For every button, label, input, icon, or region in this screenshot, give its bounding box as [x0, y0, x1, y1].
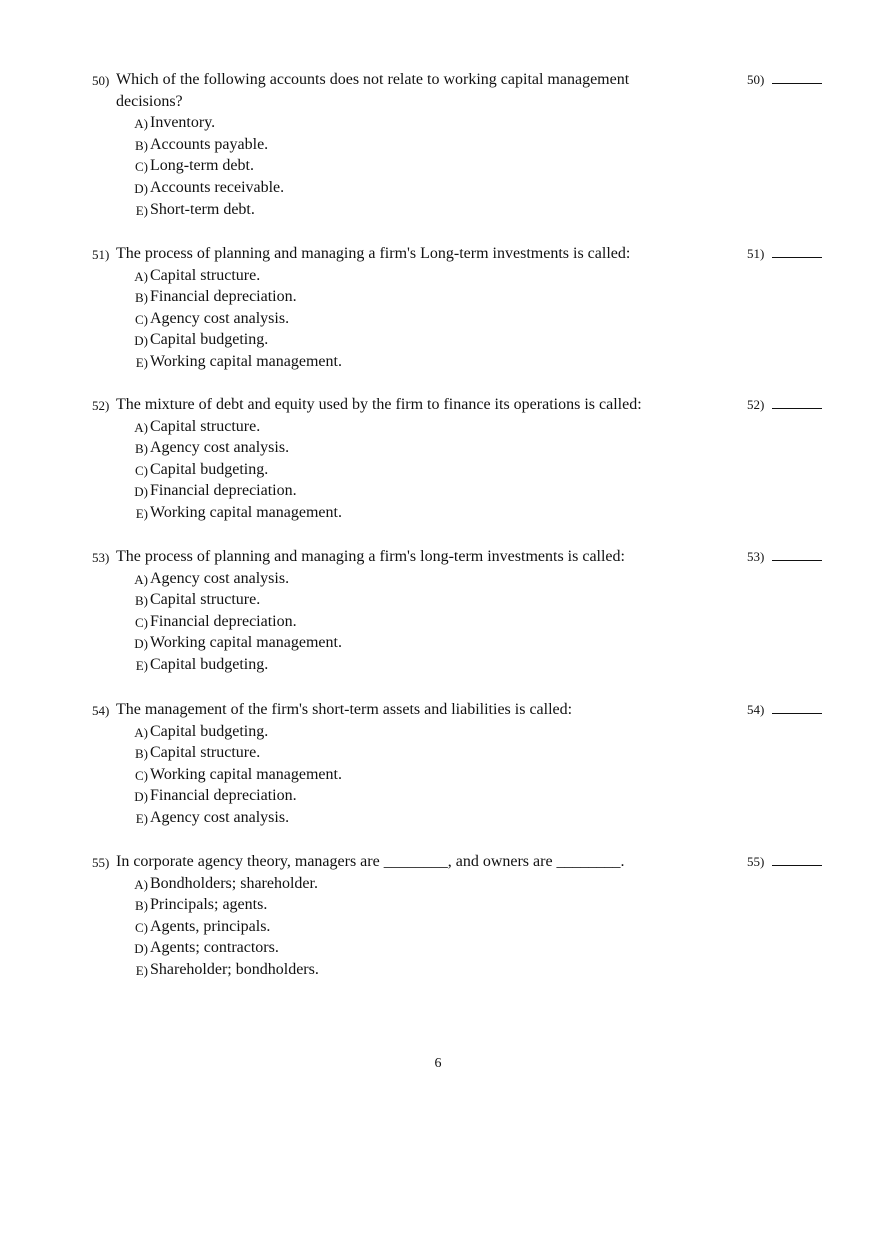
- option-letter: B): [135, 441, 148, 457]
- page-number: 6: [434, 1056, 442, 1071]
- option-a[interactable]: [92, 721, 837, 743]
- answer-blank[interactable]: [747, 546, 822, 568]
- option-letter: A): [134, 116, 148, 132]
- option-e[interactable]: [92, 959, 837, 981]
- option-b[interactable]: [92, 437, 837, 459]
- option-b[interactable]: [92, 134, 837, 156]
- question-number: 50): [92, 73, 110, 88]
- question-number: 53): [92, 550, 110, 565]
- option-text: Agents, principals.: [150, 917, 271, 935]
- question-stem: [92, 699, 696, 721]
- option-text: Shareholder; bondholders.: [150, 960, 319, 978]
- option-letter: A): [134, 571, 148, 587]
- option-e[interactable]: [92, 807, 837, 829]
- option-text: Capital budgeting.: [150, 655, 269, 673]
- option-text: Agency cost analysis.: [150, 439, 290, 457]
- option-letter: D): [134, 180, 148, 196]
- option-c[interactable]: [92, 916, 837, 938]
- option-text: Financial depreciation.: [150, 612, 297, 630]
- question-text: The process of planning and managing a firm's long-term investments is called:: [116, 548, 625, 565]
- option-letter: E): [135, 354, 148, 370]
- option-c[interactable]: [92, 155, 837, 177]
- option-letter: B): [135, 746, 148, 762]
- option-letter: A): [134, 419, 148, 435]
- option-list: [92, 265, 837, 373]
- option-letter: D): [134, 636, 148, 652]
- option-text: Capital structure.: [150, 417, 261, 435]
- option-letter: C): [135, 462, 148, 478]
- option-text: Principals; agents.: [150, 896, 268, 914]
- option-letter: B): [135, 593, 148, 609]
- option-d[interactable]: [92, 937, 837, 959]
- option-text: Financial depreciation.: [150, 288, 297, 306]
- option-text: Capital budgeting.: [150, 460, 269, 478]
- question-stem: [92, 69, 676, 112]
- question-50: [92, 69, 837, 220]
- option-letter: B): [135, 290, 148, 306]
- option-d[interactable]: [92, 177, 837, 199]
- answer-blank[interactable]: [747, 69, 822, 91]
- option-letter: E): [135, 962, 148, 978]
- question-stem: [92, 546, 696, 568]
- option-letter: E): [135, 202, 148, 218]
- question-55: [92, 851, 837, 981]
- option-e[interactable]: [92, 199, 837, 221]
- option-text: Inventory.: [150, 114, 216, 132]
- answer-line[interactable]: [772, 396, 822, 409]
- question-text: The mixture of debt and equity used by the firm to finance its operations is called:: [116, 396, 642, 413]
- answer-line[interactable]: [772, 71, 822, 84]
- option-letter: A): [134, 724, 148, 740]
- option-text: Long-term debt.: [150, 157, 254, 175]
- option-text: Working capital management.: [150, 634, 342, 652]
- answer-blank[interactable]: [747, 851, 822, 873]
- answer-label: 53): [747, 549, 765, 564]
- option-text: Working capital management.: [150, 352, 342, 370]
- option-a[interactable]: [92, 112, 837, 134]
- option-d[interactable]: [92, 785, 837, 807]
- option-c[interactable]: [92, 764, 837, 786]
- option-letter: B): [135, 137, 148, 153]
- answer-line[interactable]: [772, 853, 822, 866]
- answer-label: 52): [747, 397, 765, 412]
- option-b[interactable]: [92, 589, 837, 611]
- option-text: Working capital management.: [150, 765, 342, 783]
- option-text: Agency cost analysis.: [150, 309, 290, 327]
- option-c[interactable]: [92, 459, 837, 481]
- option-a[interactable]: [92, 568, 837, 590]
- answer-label: 55): [747, 854, 765, 869]
- option-text: Bondholders; shareholder.: [150, 874, 318, 892]
- option-text: Agency cost analysis.: [150, 569, 290, 587]
- question-52: [92, 394, 837, 524]
- option-b[interactable]: [92, 286, 837, 308]
- option-text: Capital budgeting.: [150, 331, 269, 349]
- option-text: Agency cost analysis.: [150, 808, 290, 826]
- answer-blank[interactable]: [747, 394, 822, 416]
- option-list: [92, 416, 837, 524]
- option-letter: C): [135, 159, 148, 175]
- option-list: [92, 873, 837, 981]
- option-letter: B): [135, 898, 148, 914]
- option-letter: A): [134, 876, 148, 892]
- option-text: Capital budgeting.: [150, 722, 269, 740]
- answer-label: 50): [747, 72, 765, 87]
- option-c[interactable]: [92, 611, 837, 633]
- option-a[interactable]: [92, 873, 837, 895]
- option-e[interactable]: [92, 502, 837, 524]
- option-letter: E): [135, 505, 148, 521]
- option-letter: E): [135, 810, 148, 826]
- answer-blank[interactable]: [747, 243, 822, 265]
- question-stem: [92, 243, 696, 265]
- option-d[interactable]: [92, 329, 837, 351]
- question-number: 55): [92, 855, 110, 870]
- option-list: [92, 721, 837, 829]
- question-stem: [92, 394, 696, 416]
- question-53: [92, 546, 837, 676]
- option-c[interactable]: [92, 308, 837, 330]
- option-b[interactable]: [92, 894, 837, 916]
- option-text: Financial depreciation.: [150, 787, 297, 805]
- option-letter: C): [135, 614, 148, 630]
- answer-label: 51): [747, 246, 765, 261]
- question-number: 54): [92, 703, 110, 718]
- option-text: Capital structure.: [150, 266, 261, 284]
- question-text: The process of planning and managing a firm's Long-term investments is called:: [116, 245, 631, 262]
- answer-line[interactable]: [772, 548, 822, 561]
- option-text: Capital structure.: [150, 744, 261, 762]
- option-letter: D): [134, 941, 148, 957]
- option-d[interactable]: [92, 480, 837, 502]
- question-text: Which of the following accounts does not relate to working capital management decisions?: [116, 71, 630, 110]
- question-54: [92, 699, 837, 829]
- option-letter: E): [135, 657, 148, 673]
- option-text: Working capital management.: [150, 503, 342, 521]
- option-text: Accounts payable.: [150, 135, 269, 153]
- question-number: 51): [92, 247, 110, 262]
- option-text: Accounts receivable.: [150, 178, 285, 196]
- option-text: Short-term debt.: [150, 200, 255, 218]
- answer-blank[interactable]: [747, 699, 822, 721]
- option-letter: D): [134, 333, 148, 349]
- option-letter: C): [135, 767, 148, 783]
- answer-label: 54): [747, 702, 765, 717]
- option-list: [92, 112, 837, 220]
- option-a[interactable]: [92, 265, 837, 287]
- option-text: Financial depreciation.: [150, 482, 297, 500]
- option-e[interactable]: [92, 351, 837, 373]
- question-text: In corporate agency theory, managers are ________, and owners are ________.: [116, 853, 625, 870]
- answer-line[interactable]: [772, 245, 822, 258]
- option-letter: D): [134, 484, 148, 500]
- option-e[interactable]: [92, 654, 837, 676]
- option-text: Capital structure.: [150, 591, 261, 609]
- question-number: 52): [92, 398, 110, 413]
- question-stem: [92, 851, 696, 873]
- question-text: The management of the firm's short-term assets and liabilities is called:: [116, 701, 573, 718]
- option-letter: D): [134, 789, 148, 805]
- option-letter: A): [134, 268, 148, 284]
- answer-line[interactable]: [772, 701, 822, 714]
- option-text: Agents; contractors.: [150, 939, 279, 957]
- option-d[interactable]: [92, 632, 837, 654]
- option-a[interactable]: [92, 416, 837, 438]
- option-list: [92, 568, 837, 676]
- option-letter: C): [135, 919, 148, 935]
- option-letter: C): [135, 311, 148, 327]
- question-51: [92, 243, 837, 373]
- option-b[interactable]: [92, 742, 837, 764]
